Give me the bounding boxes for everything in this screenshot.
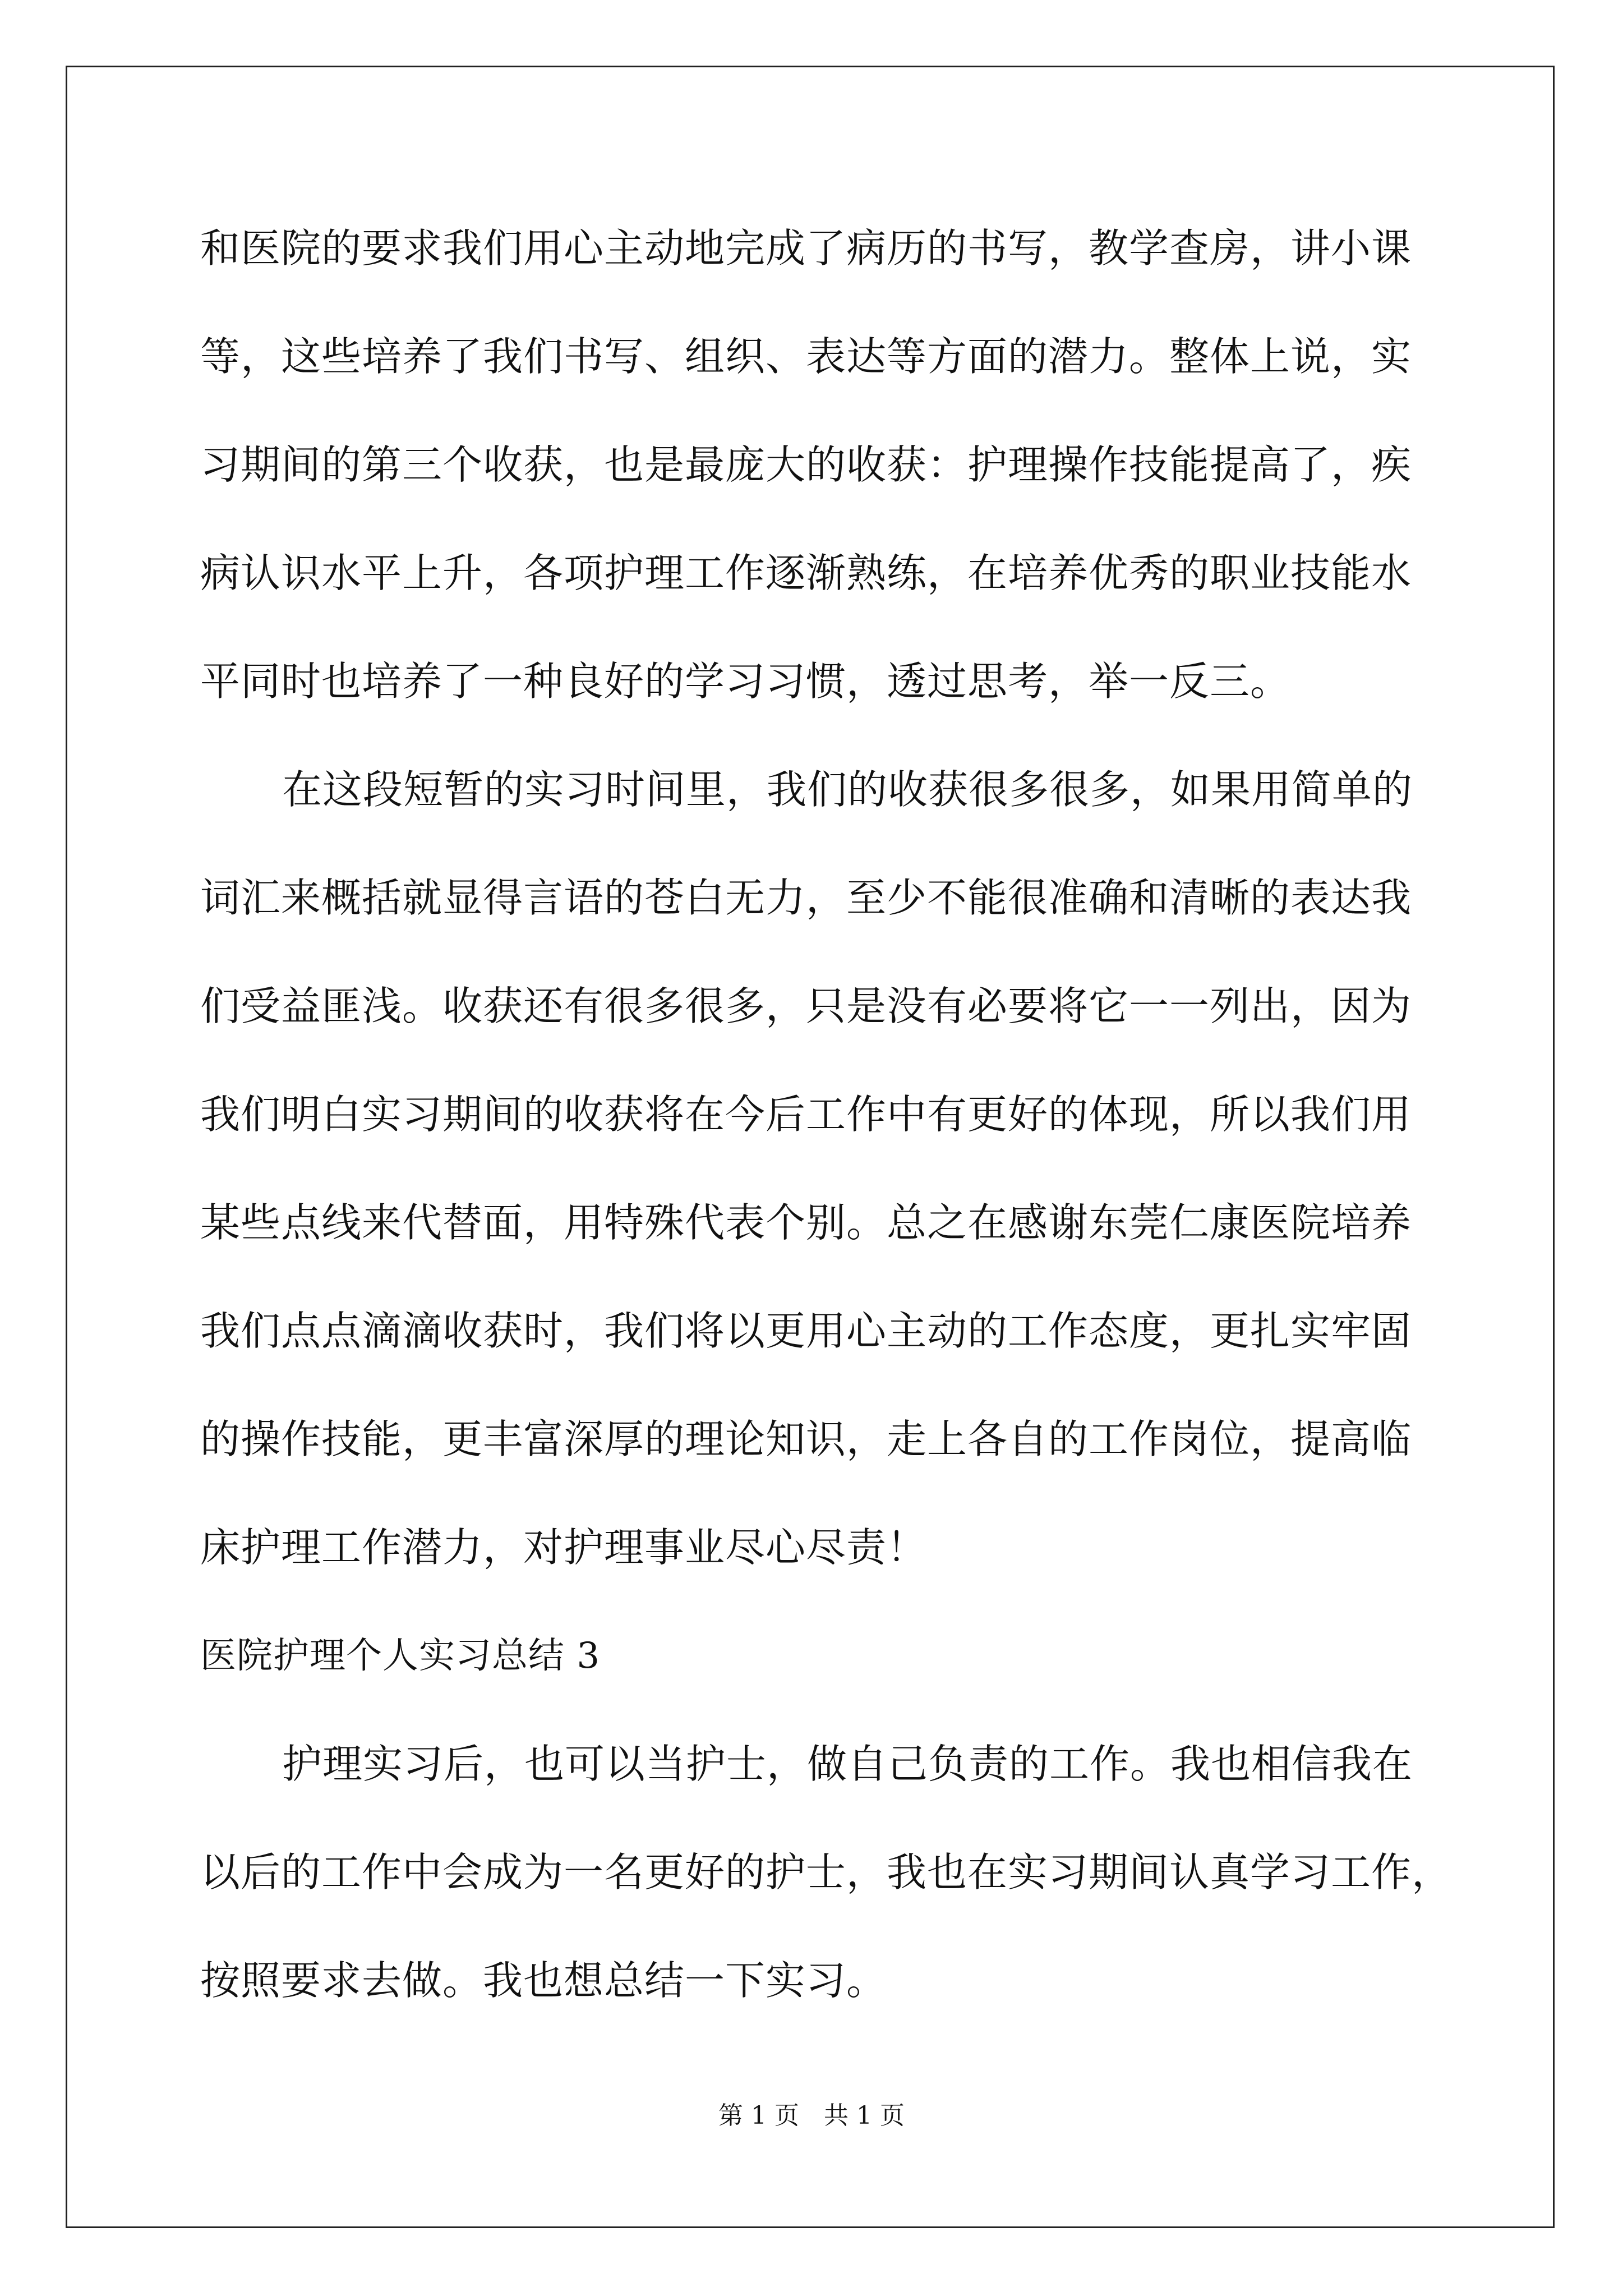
text-line: 平同时也培养了一种良好的学习习惯，透过思考，举一反三。: [200, 658, 1291, 705]
page-number-footer: 第 1 页 共 1 页: [718, 2101, 905, 2130]
text-line: 按照要求去做。我也想总结一下实习。: [200, 1957, 887, 2004]
text-line: 以后的工作中会成为一名更好的护士，我也在实习期间认真学习工作，: [200, 1849, 1453, 1895]
section-heading: 医院护理个人实习总结 3: [200, 1635, 601, 1677]
paragraph-first-line: 在这段短暂的实习时间里，我们的收获很多很多，如果用简单的: [282, 766, 1413, 813]
text-line: 的操作技能，更丰富深厚的理论知识，走上各自的工作岗位，提高临: [200, 1416, 1412, 1462]
text-line: 和医院的要求我们用心主动地完成了病历的书写，教学查房，讲小课: [200, 225, 1412, 272]
paragraph-first-line: 护理实习后，也可以当护士，做自己负责的工作。我也相信我在: [282, 1741, 1413, 1787]
text-line: 我们点点滴滴收获时，我们将以更用心主动的工作态度，更扎实牢固: [200, 1308, 1412, 1354]
document-body: [200, 213, 1453, 2054]
text-line: 床护理工作潜力，对护理事业尽心尽责！: [200, 1524, 928, 1571]
text-line: 们受益匪浅。收获还有很多很多，只是没有必要将它一一列出，因为: [200, 983, 1412, 1029]
text-line: 习期间的第三个收获，也是最庞大的收获：护理操作技能提高了，疾: [200, 441, 1412, 488]
text-line: 某些点线来代替面，用特殊代表个别。总之在感谢东莞仁康医院培养: [200, 1199, 1412, 1246]
text-line: 病认识水平上升，各项护理工作逐渐熟练，在培养优秀的职业技能水: [200, 550, 1412, 596]
text-line: 词汇来概括就显得言语的苍白无力，至少不能很准确和清晰的表达我: [200, 875, 1412, 921]
text-line: 等，这些培养了我们书写、组织、表达等方面的潜力。整体上说，实: [200, 333, 1412, 380]
text-line: 我们明白实习期间的收获将在今后工作中有更好的体现，所以我们用: [200, 1091, 1412, 1138]
